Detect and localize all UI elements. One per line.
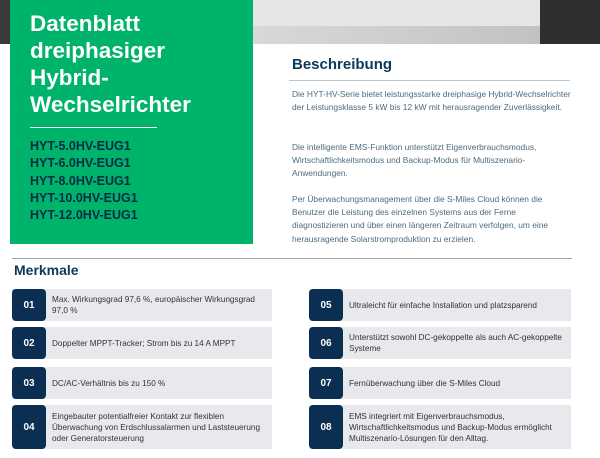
feature-card bbox=[309, 289, 571, 321]
feature-text: Ultraleicht für einfache Installation und platzsparend bbox=[349, 300, 537, 310]
feature-text: EMS integriert mit Eigenverbrauchsmodus, Wirtschaftlichkeitsmodus und Backup-Modus ermöglicht Multiszenario-Lösungen für den Alltag. bbox=[349, 411, 552, 443]
hero-divider bbox=[30, 127, 157, 128]
feature-number: 08 bbox=[309, 405, 343, 449]
feature-card bbox=[12, 327, 272, 359]
feature-number: 05 bbox=[309, 289, 343, 321]
top-photo-edge bbox=[0, 0, 10, 44]
description-heading: Beschreibung bbox=[292, 56, 393, 73]
feature-text: DC/AC-Verhältnis bis zu 150 % bbox=[52, 378, 166, 388]
model-item: HYT-5.0HV-EUG1 bbox=[30, 139, 131, 153]
feature-card bbox=[309, 367, 571, 399]
model-item: HYT-12.0HV-EUG1 bbox=[30, 208, 138, 223]
model-item: HYT-8.0HV-EUG1 bbox=[30, 173, 131, 188]
description-divider bbox=[289, 80, 570, 81]
feature-card bbox=[12, 405, 272, 449]
header-photo-dark bbox=[540, 0, 600, 44]
feature-number: 06 bbox=[309, 327, 343, 359]
description-paragraph: Die intelligente EMS-Funktion unterstützt Eigenverbrauchsmodus, Wirtschaftlichkeitsmodus und Backup-Modus für Multiszenario-Anwendungen. bbox=[292, 142, 537, 179]
hero-title: Datenblatt dreiphasiger Hybrid-Wechselrichter bbox=[30, 11, 191, 117]
features-heading: Merkmale bbox=[14, 262, 79, 278]
feature-number: 01 bbox=[12, 289, 46, 321]
feature-number: 03 bbox=[12, 367, 46, 399]
feature-card bbox=[309, 327, 571, 359]
feature-card bbox=[12, 289, 272, 321]
feature-number: 02 bbox=[12, 327, 46, 359]
section-divider bbox=[12, 258, 572, 259]
feature-text: Fernüberwachung über die S-Miles Cloud bbox=[349, 378, 501, 388]
feature-text: Max. Wirkungsgrad 97,6 %, europäischer Wirkungsgrad 97,0 % bbox=[52, 295, 255, 315]
feature-number: 04 bbox=[12, 405, 46, 449]
model-item: HYT-6.0HV-EUG1 bbox=[30, 156, 131, 171]
feature-card bbox=[309, 405, 571, 449]
model-item: HYT-10.0HV-EUG1 bbox=[30, 190, 138, 205]
header-photo bbox=[236, 0, 600, 44]
model-list bbox=[30, 138, 138, 224]
description-paragraph: Per Überwachungsmanagement über die S-Miles Cloud können die Benutzer die Leistung des einzelnen Systems aus der Ferne diagnostizieren und über einen längeren Zeitraum verfolgen, um eine herausragende Solarstromproduktion zu erzielen. bbox=[292, 194, 549, 244]
feature-text: Eingebauter potentialfreier Kontakt zur flexiblen Überwachung von Erdschlussalarmen und Laststeuerung oder Generatorsteuerung bbox=[52, 411, 260, 443]
feature-text: Doppelter MPPT-Tracker; Strom bis zu 14 A MPPT bbox=[52, 338, 236, 348]
feature-card bbox=[12, 367, 272, 399]
feature-text: Unterstützt sowohl DC-gekoppelte als auch AC-gekoppelte Systeme bbox=[349, 333, 562, 353]
feature-number: 07 bbox=[309, 367, 343, 399]
description-paragraph: Die HYT-HV-Serie bietet leistungsstarke dreiphasige Hybrid-Wechselrichter der Leistungsklasse 5 kW bis 12 kW mit herausragender Zuverlässigkeit. bbox=[292, 89, 571, 113]
